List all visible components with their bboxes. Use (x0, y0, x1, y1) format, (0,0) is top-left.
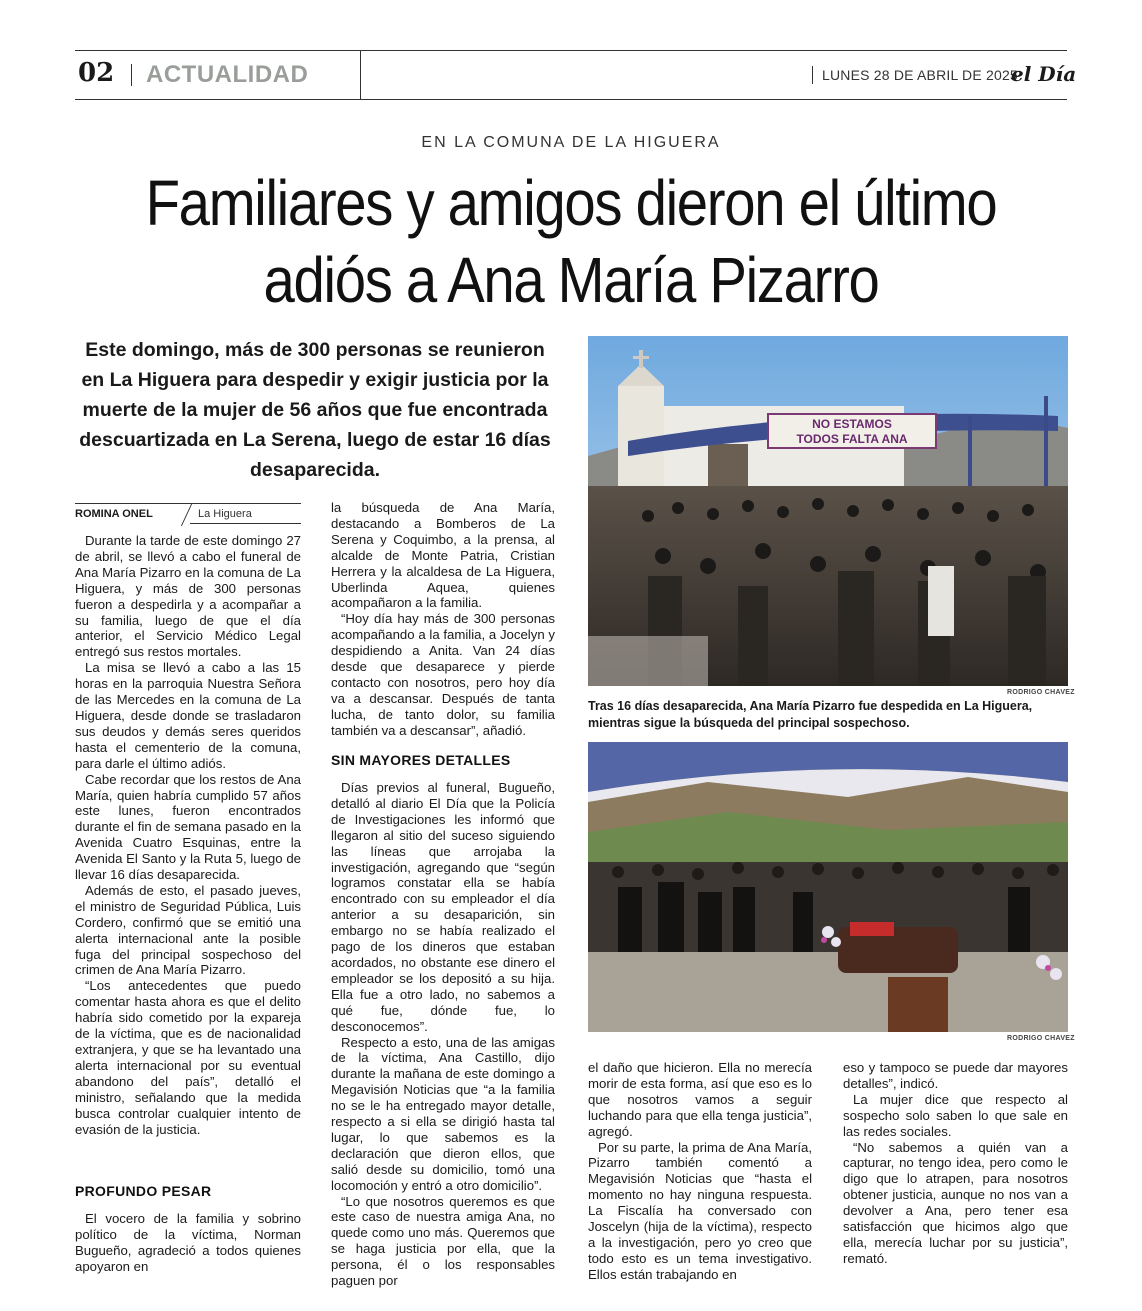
photo-funeral-crowd (588, 336, 1068, 686)
paragraph: el daño que hicieron. Ella no merecía morir de esta forma, así que eso es lo que nosotros vamos a seguir luchando para que ella tenga justicia”, agregó. (588, 1060, 812, 1139)
paragraph: la búsqueda de Ana María, destacando a Bomberos de La Serena y Coquimbo, a la prensa, al alcalde de Monte Patria, Cristian Herrera y la alcaldesa de La Higuera, Uberlinda Aquea, quienes acompañaron a la familia. (331, 500, 555, 611)
column-1-continued (75, 1211, 301, 1275)
photo-credit: RODRIGO CHAVEZ (1007, 1035, 1075, 1042)
paragraph: Por su parte, la prima de Ana María, Pizarro también comentó a Megavisión Noticias que “hasta el momento no hay ninguna respuesta. La Fiscalía ha conversado con Joscelyn (hija de la víctima), respecto a la investigación, pero yo creo que todo esto es un tema investigativo. Ellos están trabajando en (588, 1139, 812, 1282)
issue-date: LUNES 28 DE ABRIL DE 2025 (822, 67, 1018, 83)
headline: Familiares y amigos dieron el último adiós a Ana María Pizarro (145, 167, 997, 316)
header-separator-date (812, 66, 813, 84)
kicker: EN LA COMUNA DE LA HIGUERA (421, 134, 721, 151)
banner-text: NO ESTAMOS (812, 417, 892, 431)
page-number: 02 (78, 58, 115, 88)
photo-crowd-illustration (588, 336, 1068, 686)
dateline-location: La Higuera (198, 508, 252, 520)
paragraph: “Hoy día hay más de 300 personas acompañando a la familia, a Jocelyn y despidiendo a Anita. Van 24 días desde que desaparece y pierde contacto con nosotros, pero hoy día va a descansar. Después de tanta lucha, de tanto dolor, su familia también va a descansar”, añadió. (331, 611, 555, 738)
photo-caption: Tras 16 días desaparecida, Ana María Pizarro fue despedida en La Higuera, mientras sigue la búsqueda del principal sospechoso. (588, 699, 1033, 730)
section-label: ACTUALIDAD (146, 61, 309, 88)
column-3 (588, 1060, 812, 1283)
paragraph: La misa se llevó a cabo a las 15 horas en la parroquia Nuestra Señora de las Mercedes en la comuna de La Higuera, desde donde se trasladaron sus deudos y demás seres queridos hasta el cementerio de la comuna, para darle el último adiós. (75, 660, 301, 771)
byline-rule (75, 503, 301, 504)
deck: Este domingo, más de 300 personas se reunieron en La Higuera para despedir y exigir justicia por la muerte de la mujer de 56 años que fue encontrada descuartizada en La Serena, luego de estar 16 días desaparecida. (79, 339, 551, 481)
column-4 (843, 1060, 1068, 1267)
header-divider (360, 50, 361, 100)
author: ROMINA ONEL (75, 508, 153, 520)
paragraph: “Lo que nosotros queremos es que este caso de nuestra amiga Ana, no quede como uno más. Queremos que se haga justicia por ella, que la persona, él o los responsables paguen por (331, 1193, 555, 1289)
paragraph: “No sabemos a quién van a capturar, no tengo idea, pero como le digo que lo atrapen, para nosotros obtener justicia, aunque no nos van a devolver a Ana, pero tener esa satisfacción que hicimos algo que ella, merecía luchar por su justicia”, remató. (843, 1139, 1068, 1266)
header-separator (131, 64, 132, 86)
subhead-profundo-pesar: PROFUNDO PESAR (75, 1183, 212, 1199)
column-1 (75, 533, 301, 1137)
paragraph: Cabe recordar que los restos de Ana María, quien habría cumplido 57 años este lunes, fueron encontrados durante el fin de semana pasado en la Avenida Cuatro Esquinas, entre la Avenida El Santo y la Ruta 5, luego de llevar 16 días desaparecida. (75, 771, 301, 883)
paragraph: Días previos al funeral, Bugueño, detalló al diario El Día que la Policía de Investigaciones les informó que llegaron al sitio del suceso siguiendo las líneas que arrojaba la investigación, agregando que “según logramos constatar ella se había encontrado con su empleador el día anterior a su desaparición, sin embargo no se había realizado el pago de los dineros que estaban acordados, no obstante ese dinero el empleador se los depositó a su hija. Ella fue a otro lado, no sabemos a qué fue, dónde fue, lo desconocemos”. (331, 780, 555, 1034)
photo-ceremony-illustration (588, 742, 1068, 1032)
newspaper-logo: el Día (1011, 62, 1077, 86)
paragraph: Respecto a esto, una de las amigas de la víctima, Ana Castillo, dijo durante la mañana de este domingo a Megavisión Noticias que “a la familia no se le ha entregado mayor detalle, respecto a si ella se dirigió hasta tal lugar, lo que sabemos es la declaración que dieron ellos, que salió desde su domicilio, tomó una locomoción y entró a otro domicilio”. (331, 1034, 555, 1193)
paragraph: El vocero de la familia y sobrino político de la víctima, Norman Bugueño, agradeció a todos quienes apoyaron en (75, 1211, 301, 1274)
photo-funeral-ceremony (588, 742, 1068, 1032)
header-bottom-rule (75, 99, 1067, 100)
paragraph: Durante la tarde de este domingo 27 de abril, se llevó a cabo el funeral de Ana María Pizarro en la comuna de La Higuera, y más de 300 personas fueron a despedirla y a acompañar a su familia, luego de que el día anterior, el Servicio Médico Legal entregó sus restos mortales. (75, 533, 301, 660)
column-2-continued (331, 780, 555, 1289)
paragraph: eso y tampoco se puede dar mayores detalles”, indicó. (843, 1060, 1068, 1091)
column-2 (331, 500, 555, 739)
banner-text: TODOS FALTA ANA (796, 432, 908, 446)
paragraph: Además de esto, el pasado jueves, el ministro de Seguridad Pública, Luis Cordero, confirmó que se emitió una alerta internacional ante la posible fuga del principal sospechoso del crimen de Ana María Pizarro. (75, 882, 301, 978)
photo-credit: RODRIGO CHAVEZ (1007, 689, 1075, 696)
paragraph: La mujer dice que respecto al sospecho solo saben lo que sale en las redes sociales. (843, 1091, 1068, 1139)
location-rule (190, 523, 301, 524)
paragraph: “Los antecedentes que puedo comentar hasta ahora es que el delito habría sido cometido por la expareja de la víctima, que es de nacionalidad extranjera, y que se ha levantado una alerta internacional por su eventual abandono del país”, detalló el ministro, señalando que la medida busca controlar cualquier intento de evasión de la justicia. (75, 978, 301, 1137)
header-top-rule (75, 50, 1067, 51)
subhead-sin-mayores-detalles: SIN MAYORES DETALLES (331, 752, 511, 768)
